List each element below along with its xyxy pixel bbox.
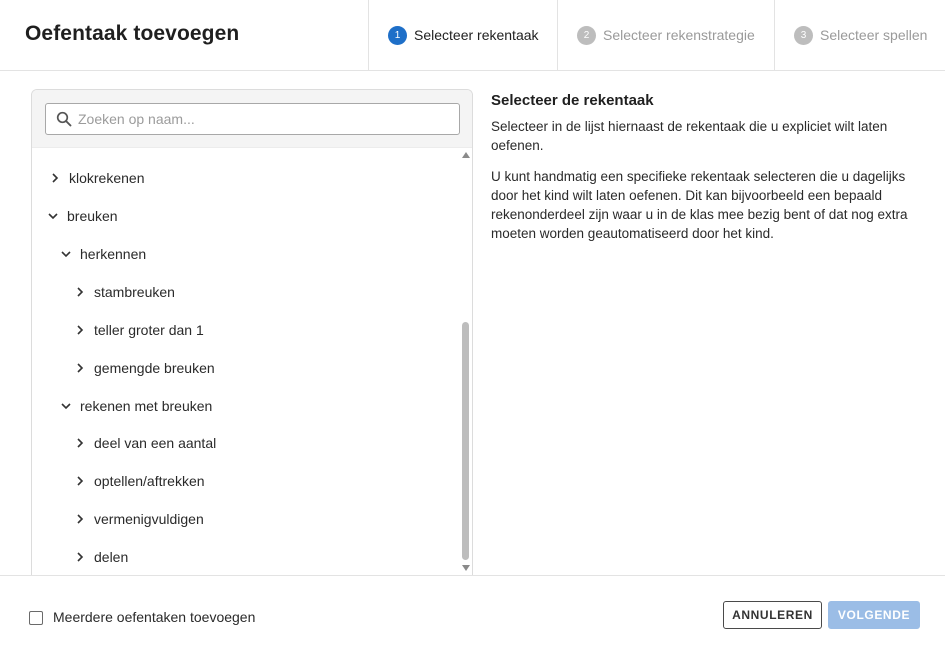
tree-item-label: optellen/aftrekken bbox=[94, 473, 205, 489]
task-info bbox=[491, 92, 916, 243]
tree-item-optellen-aftrekken[interactable] bbox=[74, 471, 205, 491]
task-tree bbox=[32, 148, 460, 575]
scroll-down-arrow-icon[interactable] bbox=[461, 563, 471, 573]
tree-item-label: stambreuken bbox=[94, 284, 175, 300]
info-paragraph: U kunt handmatig een specifieke rekentaak selecteren die u dagelijks door het kind wilt laten oefenen. Dit kan bijvoorbeeld een bepaald rekenonderdeel zijn waar u in de klas mee bezig bent of dat nog extra moeten worden geautomatiseerd door het kind. bbox=[491, 169, 908, 241]
search-box[interactable] bbox=[45, 103, 460, 135]
step-number: 3 bbox=[794, 26, 813, 45]
tree-item-label: klokrekenen bbox=[69, 170, 145, 186]
step-label: Selecteer rekenstrategie bbox=[603, 27, 755, 43]
step-select-strategy[interactable] bbox=[557, 0, 774, 70]
tree-item-deel-van-een-aantal[interactable] bbox=[74, 433, 216, 453]
tree-item-label: herkennen bbox=[80, 246, 147, 262]
dialog-title: Oefentaak toevoegen bbox=[25, 22, 240, 45]
multiple-tasks-checkbox[interactable] bbox=[29, 611, 43, 625]
tree-item-label: teller groter dan 1 bbox=[94, 322, 204, 338]
tree-item-label: gemengde breuken bbox=[94, 360, 215, 376]
stepper bbox=[368, 0, 945, 70]
step-number: 2 bbox=[577, 26, 596, 45]
step-select-task[interactable] bbox=[368, 0, 557, 70]
scrollbar-thumb[interactable] bbox=[462, 322, 469, 560]
step-label: Selecteer rekentaak bbox=[414, 27, 539, 43]
tree-item-label: breuken bbox=[67, 208, 118, 224]
chevron-right-icon bbox=[74, 475, 86, 487]
cancel-button[interactable]: ANNULEREN bbox=[723, 601, 822, 629]
step-number: 1 bbox=[388, 26, 407, 45]
search-icon bbox=[56, 111, 72, 127]
chevron-down-icon bbox=[60, 248, 72, 260]
tree-item-label: delen bbox=[94, 549, 129, 565]
tree-item-klokrekenen[interactable] bbox=[49, 168, 145, 188]
chevron-right-icon bbox=[74, 362, 86, 374]
step-select-games[interactable] bbox=[774, 0, 945, 70]
tree-item-teller-groter-dan-1[interactable] bbox=[74, 320, 204, 340]
search-input[interactable] bbox=[78, 104, 453, 134]
dialog-footer bbox=[0, 575, 945, 658]
chevron-right-icon bbox=[74, 551, 86, 563]
dialog-header bbox=[0, 0, 945, 71]
scroll-up-arrow-icon[interactable] bbox=[461, 150, 471, 160]
step-label: Selecteer spellen bbox=[820, 27, 928, 43]
chevron-right-icon bbox=[74, 324, 86, 336]
chevron-right-icon bbox=[74, 513, 86, 525]
next-button[interactable]: VOLGENDE bbox=[828, 601, 920, 629]
tree-item-gemengde-breuken[interactable] bbox=[74, 358, 215, 378]
search-bar-area bbox=[32, 90, 472, 148]
chevron-down-icon bbox=[60, 400, 72, 412]
chevron-right-icon bbox=[49, 172, 61, 184]
task-tree-panel bbox=[31, 89, 473, 575]
info-paragraph: Selecteer in de lijst hiernaast de rekentaak die u expliciet wilt laten oefenen. bbox=[491, 119, 888, 153]
chevron-right-icon bbox=[74, 286, 86, 298]
tree-item-breuken[interactable] bbox=[47, 206, 118, 226]
tree-item-rekenen-met-breuken[interactable] bbox=[60, 396, 212, 416]
tree-item-stambreuken[interactable] bbox=[74, 282, 175, 302]
multiple-tasks-label[interactable]: Meerdere oefentaken toevoegen bbox=[53, 609, 256, 625]
tree-item-label: rekenen met breuken bbox=[80, 398, 213, 414]
info-title: Selecteer de rekentaak bbox=[491, 92, 654, 109]
tree-item-vermenigvuldigen[interactable] bbox=[74, 509, 204, 529]
tree-item-label: vermenigvuldigen bbox=[94, 511, 204, 527]
tree-item-label: deel van een aantal bbox=[94, 435, 217, 451]
chevron-down-icon bbox=[47, 210, 59, 222]
chevron-right-icon bbox=[74, 437, 86, 449]
tree-item-herkennen[interactable] bbox=[60, 244, 146, 264]
tree-item-delen[interactable] bbox=[74, 547, 128, 567]
